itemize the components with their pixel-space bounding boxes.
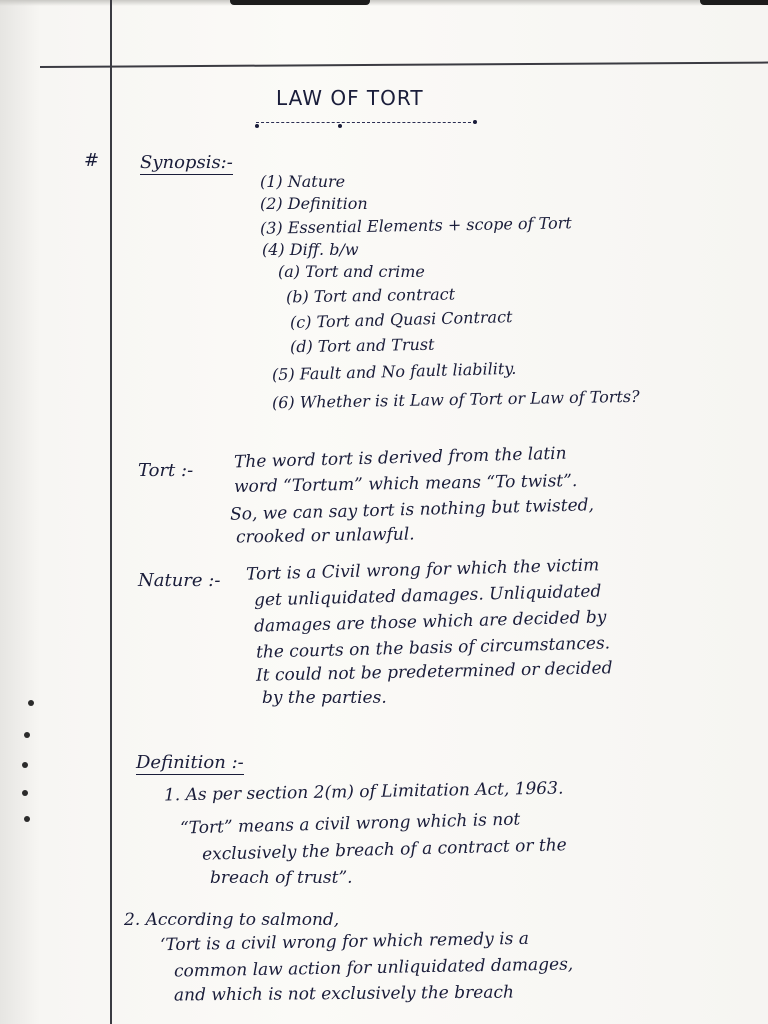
title-dot <box>338 124 342 128</box>
synopsis-item: (c) Tort and Quasi Contract <box>289 307 513 332</box>
definition-line: ‘Tort is a civil wrong for which remedy is a <box>159 928 530 956</box>
synopsis-item: (a) Tort and crime <box>278 262 425 281</box>
hash-mark: # <box>84 150 100 171</box>
title-dot <box>255 124 259 128</box>
binder-clip-left <box>230 0 370 5</box>
synopsis-item: (1) Nature <box>260 172 346 191</box>
page-top-shadow <box>0 0 768 6</box>
tort-line: So, we can say tort is nothing but twisted, <box>229 495 595 525</box>
definition-line: common law action for unliquidated damages, <box>173 954 574 982</box>
punch-hole <box>24 816 30 822</box>
synopsis-item: (b) Tort and contract <box>285 284 456 307</box>
tort-line: word “Tortum” which means “To twist”. <box>233 471 578 497</box>
definition-line: “Tort” means a civil wrong which is not <box>179 809 521 839</box>
definition-line: exclusively the breach of a contract or the <box>201 835 567 865</box>
margin-line <box>110 0 112 1024</box>
punch-hole <box>22 790 28 796</box>
synopsis-item: (3) Essential Elements + scope of Tort <box>259 213 572 238</box>
page-title: LAW OF TORT <box>276 86 424 110</box>
nature-line: by the parties. <box>262 688 387 708</box>
synopsis-item: (6) Whether is it Law of Tort or Law of Torts? <box>271 386 640 413</box>
definition-line: 1. As per section 2(m) of Limitation Act, 1963. <box>163 778 564 806</box>
nature-line: get unliquidated damages. Unliquidated <box>253 581 602 611</box>
nature-line: Tort is a Civil wrong for which the victim <box>245 555 600 585</box>
binder-clip-right <box>700 0 768 5</box>
punch-hole <box>24 732 30 738</box>
synopsis-item: (d) Tort and Trust <box>289 334 435 357</box>
nature-line: damages are those which are decided by <box>253 607 607 637</box>
nature-line: It could not be predetermined or decided <box>255 658 613 686</box>
synopsis-item: (5) Fault and No fault liability. <box>271 358 517 385</box>
nature-heading: Nature :- <box>138 570 221 591</box>
tort-heading: Tort :- <box>138 460 194 481</box>
definition-line: and which is not exclusively the breach <box>173 982 515 1006</box>
synopsis-heading: Synopsis:- <box>140 152 233 173</box>
title-underline <box>256 122 476 124</box>
punch-hole <box>22 762 28 768</box>
tort-line: The word tort is derived from the latin <box>233 443 567 473</box>
synopsis-item: (4) Diff. b/w <box>262 240 359 259</box>
nature-line: the courts on the basis of circumstances. <box>255 633 611 663</box>
definition-heading: Definition :- <box>136 752 244 773</box>
synopsis-item: (2) Definition <box>260 194 368 213</box>
definition-line: 2. According to salmond, <box>124 910 340 930</box>
punch-hole <box>28 700 34 706</box>
title-dot <box>473 120 477 124</box>
definition-line: breach of trust”. <box>210 868 353 888</box>
tort-line: crooked or unlawful. <box>235 524 415 548</box>
header-rule <box>40 62 768 68</box>
